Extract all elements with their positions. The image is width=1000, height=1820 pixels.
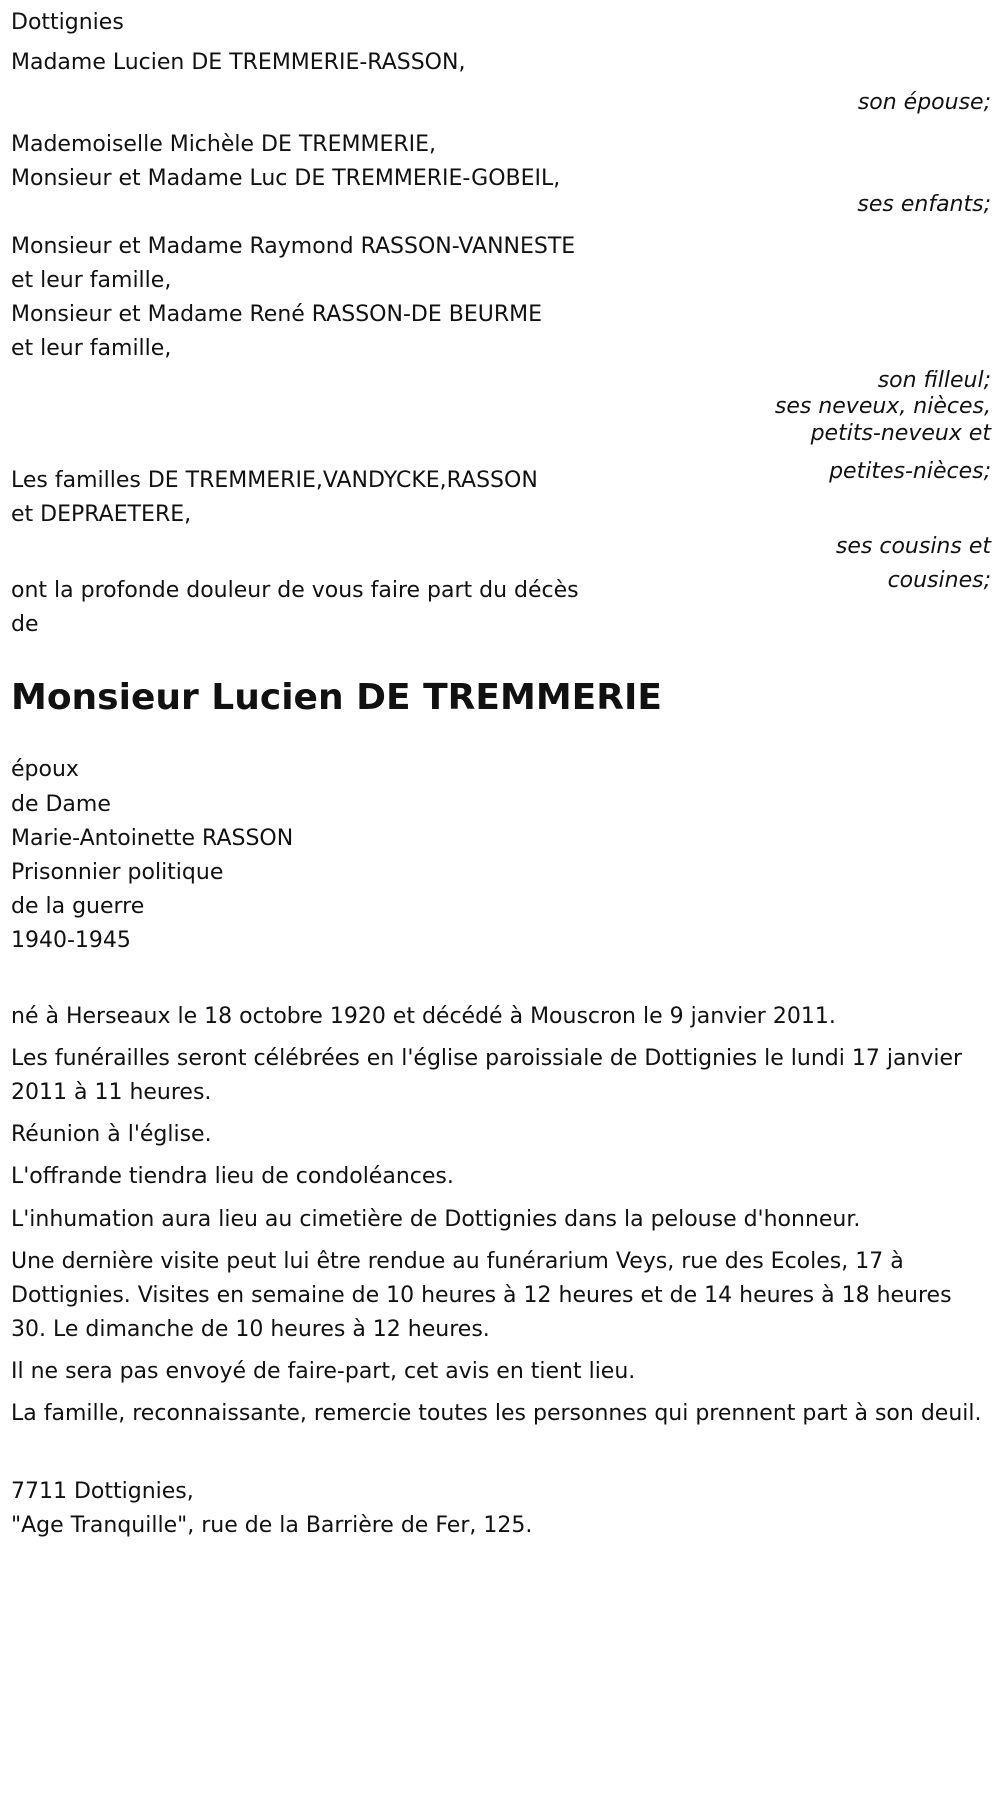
- detail-line-2: de Dame: [11, 791, 111, 817]
- address-block: [11, 1475, 991, 1543]
- detail-line-5: de la guerre: [11, 893, 145, 919]
- detail-line-6: 1940-1945: [11, 927, 131, 953]
- cousins-name-1: Les familles DE TREMMERIE,VANDYCKE,RASSON: [11, 468, 538, 494]
- relative-name-2: et leur famille,: [11, 268, 172, 294]
- address-line-1: 7711 Dottignies,: [11, 1479, 194, 1505]
- visit-paragraph: Une dernière visite peut lui être rendue au funérarium Veys, rue des Ecoles, 17 à Dottignies. Visites en semaine de 10 heures à 12 heures et de 14 heures à 18 heures 30. Le dimanche de 10 heures à 12 heures.: [11, 1248, 952, 1342]
- deceased-details: [11, 753, 991, 958]
- child-name-2: Monsieur et Madame Luc DE TREMMERIE-GOBEIL,: [11, 166, 561, 192]
- children-group: [11, 128, 991, 224]
- child-name-1: Mademoiselle Michèle DE TREMMERIE,: [11, 132, 437, 158]
- spouse-group: [11, 46, 991, 122]
- nephews-role-line-1: son filleul;: [877, 368, 991, 394]
- location-text: Dottignies: [11, 10, 124, 35]
- cousins-role-line-2: cousines;: [887, 568, 991, 594]
- nephews-role-line-4: petites-nièces;: [829, 459, 991, 485]
- birth-death-paragraph: né à Herseaux le 18 octobre 1920 et décédé à Mouscron le 9 janvier 2011.: [11, 1004, 836, 1030]
- spouse-name: Madame Lucien DE TREMMERIE-RASSON,: [11, 50, 466, 76]
- meeting-paragraph: Réunion à l'église.: [11, 1122, 212, 1148]
- address-line-2: "Age Tranquille", rue de la Barrière de Fer, 125.: [11, 1513, 533, 1539]
- location-header: [11, 6, 991, 40]
- obituary-notice: [11, 6, 991, 1543]
- notice-paragraphs: [11, 1000, 991, 1431]
- announcement: [11, 574, 991, 642]
- thanks-paragraph: La famille, reconnaissante, remercie toutes les personnes qui prennent part à son deuil.: [11, 1400, 982, 1426]
- children-role: ses enfants;: [857, 192, 991, 218]
- deceased-name: Monsieur Lucien DE TREMMERIE: [11, 677, 662, 719]
- detail-line-4: Prisonnier politique: [11, 859, 224, 885]
- relative-name-4: et leur famille,: [11, 336, 172, 362]
- announcement-line-1: ont la profonde douleur de vous faire part du décès: [11, 578, 579, 604]
- nephews-role-line-3: petits-neveux et: [810, 420, 991, 446]
- spouse-role: son épouse;: [857, 90, 991, 116]
- offering-paragraph: L'offrande tiendra lieu de condoléances.: [11, 1164, 454, 1190]
- announcement-line-2: de: [11, 612, 39, 638]
- no-announcement-paragraph: Il ne sera pas envoyé de faire-part, cet avis en tient lieu.: [11, 1358, 636, 1384]
- cousins-name-2: et DEPRAETERE,: [11, 502, 192, 528]
- detail-line-1: époux: [11, 757, 79, 783]
- relative-name-1: Monsieur et Madame Raymond RASSON-VANNESTE: [11, 234, 576, 260]
- nephews-role-line-2: ses neveux, nièces,: [774, 394, 991, 420]
- relative-name-3: Monsieur et Madame René RASSON-DE BEURME: [11, 302, 542, 328]
- detail-line-3: Marie-Antoinette RASSON: [11, 825, 294, 851]
- cousins-role-line-1: ses cousins et: [835, 534, 991, 560]
- funeral-paragraph: Les funérailles seront célébrées en l'église paroissiale de Dottignies le lundi 17 janvier 2011 à 11 heures.: [11, 1046, 963, 1106]
- burial-paragraph: L'inhumation aura lieu au cimetière de Dottignies dans la pelouse d'honneur.: [11, 1206, 861, 1232]
